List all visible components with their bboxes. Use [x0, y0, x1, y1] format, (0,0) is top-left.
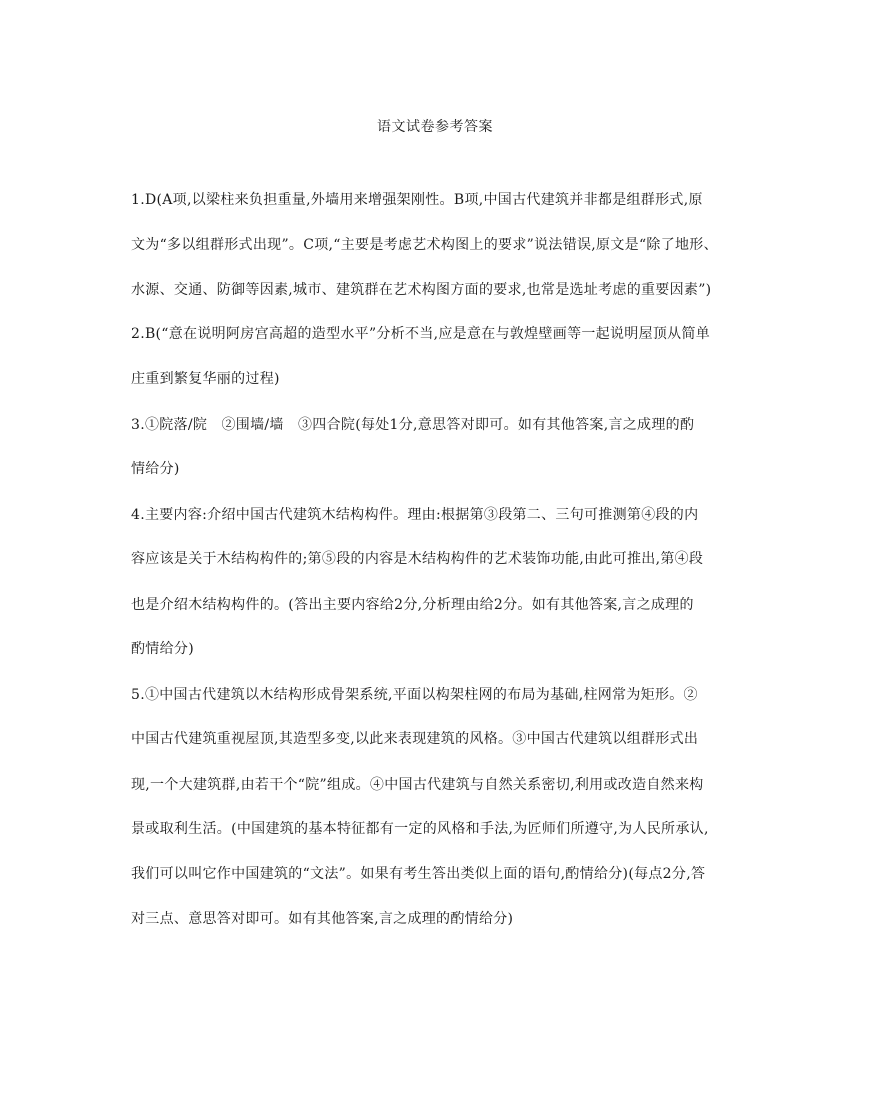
answer-line: 5.①中国古代建筑以木结构形成骨架系统,平面以构架柱网的布局为基础,柱网常为矩形。②	[131, 687, 698, 703]
answer-line: 情给分)	[131, 461, 180, 477]
answer-line: 现,一个大建筑群,由若干个“院”组成。④中国古代建筑与自然关系密切,利用或改造自然来构	[131, 777, 704, 793]
answer-line: 2.B(“意在说明阿房宫高超的造型水平”分析不当,应是意在与敦煌壁画等一起说明屋顶从简单	[131, 326, 711, 342]
answer-line: 水源、交通、防御等因素,城市、建筑群在艺术构图方面的要求,也常是选址考虑的重要因素”)	[131, 282, 712, 298]
answer-line: 我们可以叫它作中国建筑的“文法”。如果有考生答出类似上面的语句,酌情给分)(每点2分,答	[131, 866, 706, 882]
answer-line: 容应该是关于木结构构件的;第⑤段的内容是木结构构件的艺术装饰功能,由此可推出,第④段	[131, 551, 704, 567]
answer-line: 3.①院落/院 ②围墙/墙 ③四合院(每处1分,意思答对即可。如有其他答案,言之成理的酌	[131, 417, 695, 433]
page-title: 语文试卷参考答案	[377, 119, 493, 135]
answer-line: 4.主要内容:介绍中国古代建筑木结构构件。理由:根据第③段第二、三句可推测第④段的内	[131, 507, 699, 523]
answer-line: 酌情给分)	[131, 641, 194, 657]
answer-line: 对三点、意思答对即可。如有其他答案,言之成理的酌情给分)	[131, 911, 514, 927]
answer-line: 景或取利生活。(中国建筑的基本特征都有一定的风格和手法,为匠师们所遵守,为人民所承认,	[131, 821, 709, 837]
answer-line: 也是介绍木结构构件的。(答出主要内容给2分,分析理由给2分。如有其他答案,言之成理的	[131, 597, 694, 613]
answer-line: 庄重到繁复华丽的过程)	[131, 371, 280, 387]
answer-line: 文为“多以组群形式出现”。C项,“主要是考虑艺术构图上的要求”说法错误,原文是“除了地形、	[131, 237, 718, 253]
answer-line: 1.D(A项,以梁柱来负担重量,外墙用来增强架刚性。B项,中国古代建筑并非都是组群形式,原	[131, 192, 703, 208]
answer-line: 中国古代建筑重视屋顶,其造型多变,以此来表现建筑的风格。③中国古代建筑以组群形式出	[131, 731, 699, 747]
